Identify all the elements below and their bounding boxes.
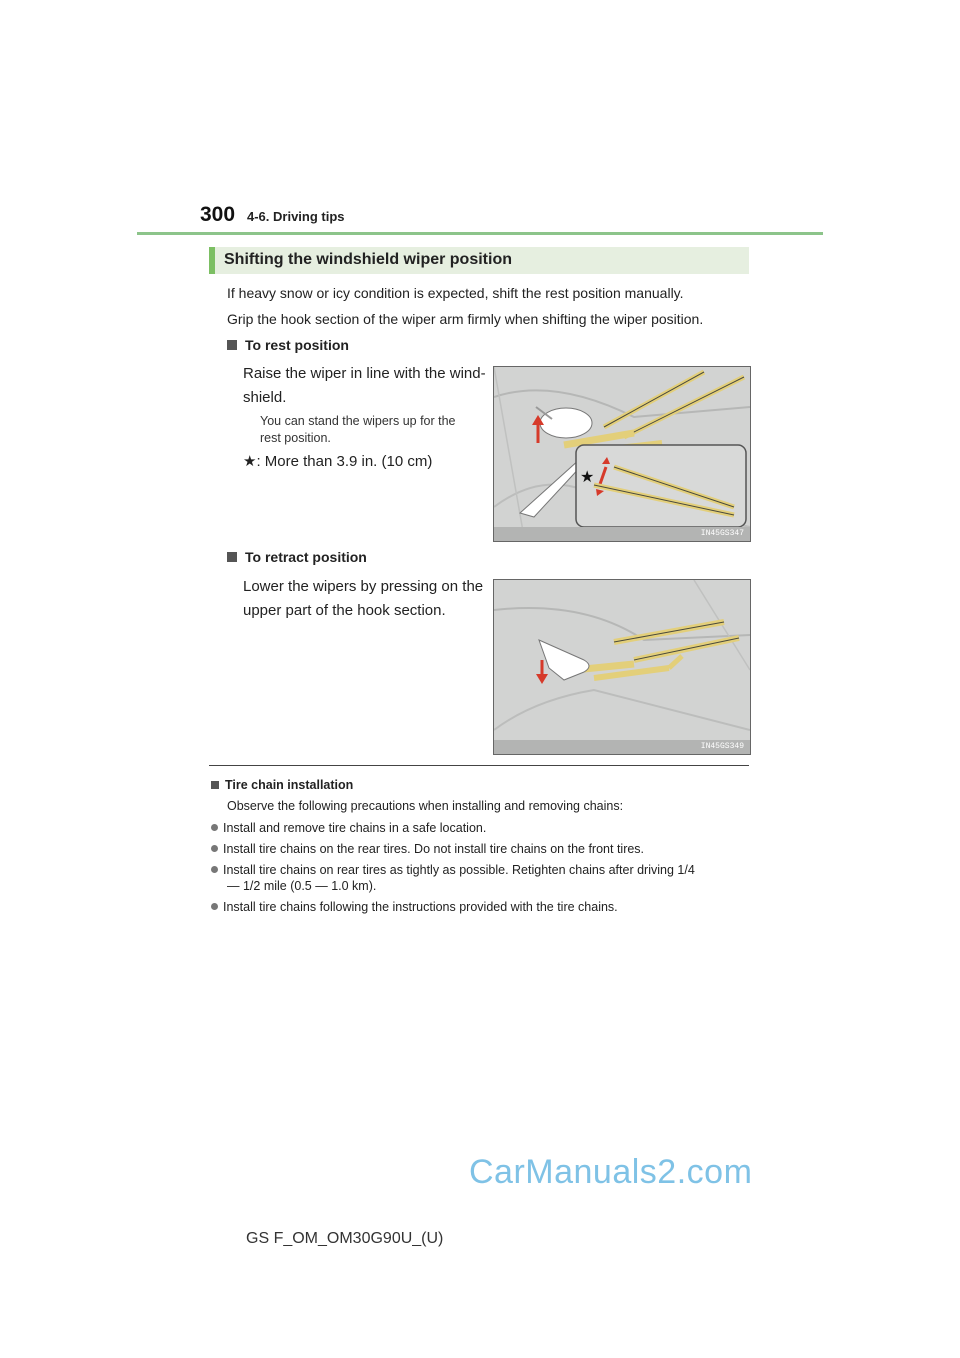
watermark: CarManuals2.com: [469, 1153, 753, 1191]
list-item-continuation: — 1/2 mile (0.5 — 1.0 km).: [227, 879, 377, 893]
bullet-dot-icon: [211, 903, 218, 910]
retract-text: Lower the wipers by pressing on the upper part of the hook section.: [243, 578, 484, 619]
rest-heading: To rest position: [227, 337, 349, 353]
figure-code: IN45GS349: [700, 742, 744, 751]
list-item: Install and remove tire chains in a safe location.: [211, 820, 486, 836]
retract-heading: To retract position: [227, 549, 367, 565]
section-title-bar: [209, 247, 749, 274]
wiper-lower-illustration: [494, 580, 750, 754]
figure-code: IN45GS347: [700, 529, 744, 538]
square-bullet-icon: [227, 340, 237, 350]
footer-code: GS F_OM_OM30G90U_(U): [246, 1230, 444, 1247]
bullet-dot-icon: [211, 845, 218, 852]
star-note: ★: More than 3.9 in. (10 cm): [243, 453, 433, 470]
tire-chain-heading: Tire chain installation: [211, 778, 353, 792]
figure-retract-position: [493, 579, 751, 755]
wiper-raise-illustration: [494, 367, 750, 541]
list-item: Install tire chains on the rear tires. Do not install tire chains on the front tires.: [211, 841, 644, 857]
tire-chain-intro: Observe the following precautions when installing and removing chains:: [227, 799, 624, 813]
page-number: 300: [200, 203, 236, 226]
square-bullet-icon: [227, 552, 237, 562]
bullet-dot-icon: [211, 866, 218, 873]
list-item: Install tire chains on rear tires as tightly as possible. Retighten chains after driving 1/4: [211, 862, 695, 878]
rest-text: Raise the wiper in line with the wind- shield.: [243, 365, 486, 406]
star-icon: ★: [243, 453, 257, 470]
section-title: Shifting the windshield wiper position: [224, 251, 512, 268]
section-label: 4-6. Driving tips: [247, 209, 345, 224]
intro-line-2: Grip the hook section of the wiper arm firmly when shifting the wiper position.: [227, 311, 704, 327]
header-divider: [137, 232, 823, 235]
intro-line-1: If heavy snow or icy condition is expected, shift the rest position manually.: [227, 285, 684, 301]
bullet-dot-icon: [211, 824, 218, 831]
title-accent: [209, 247, 215, 274]
figure-rest-position: [493, 366, 751, 542]
content-divider: [209, 765, 749, 766]
svg-text:★: ★: [580, 467, 595, 486]
square-bullet-icon: [211, 781, 219, 789]
list-item: Install tire chains following the instructions provided with the tire chains.: [211, 899, 618, 915]
rest-note: You can stand the wipers up for the rest position.: [260, 414, 456, 445]
